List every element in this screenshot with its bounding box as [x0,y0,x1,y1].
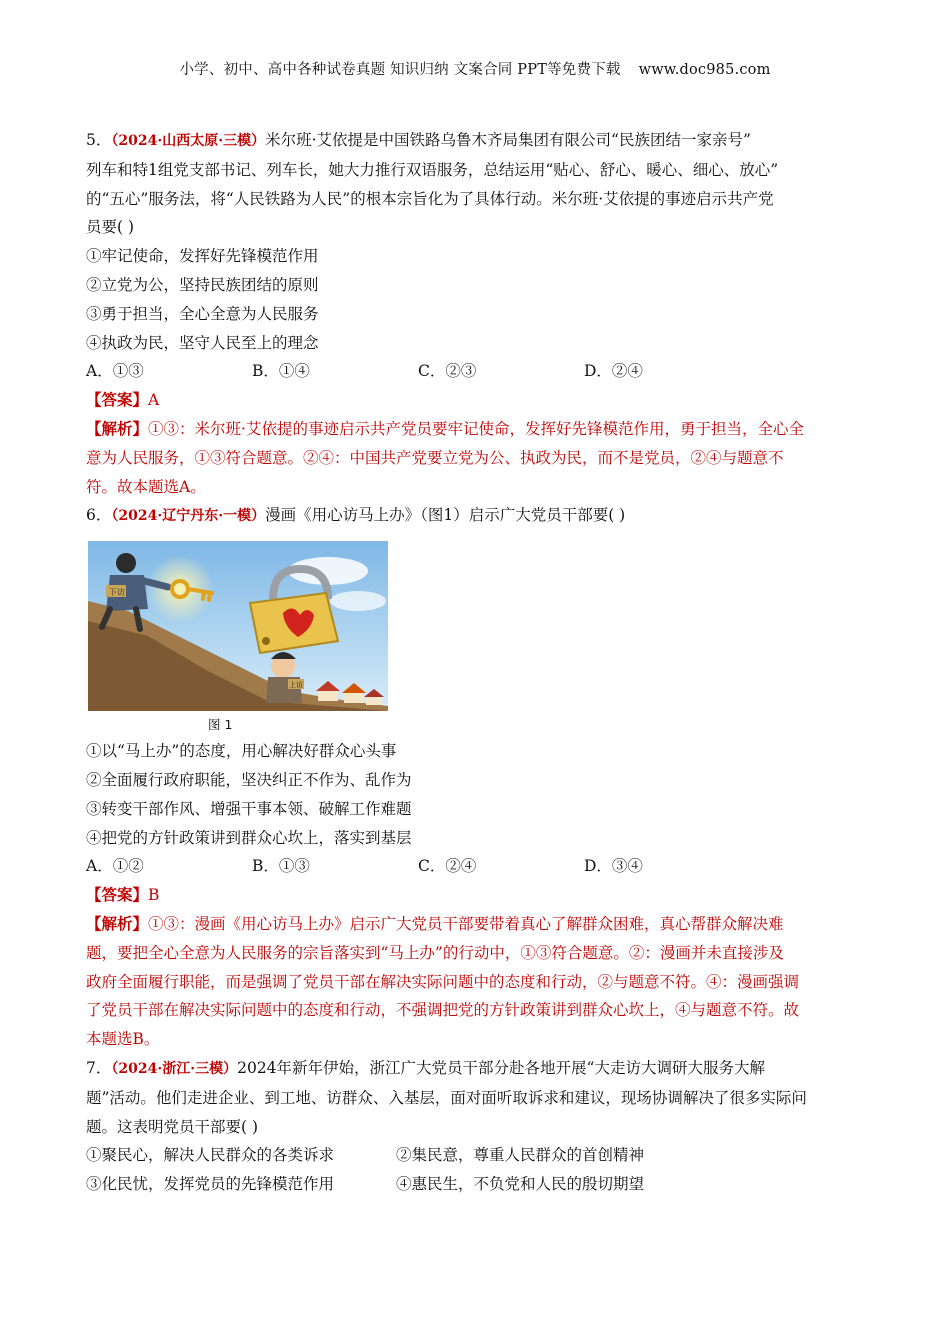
q6-analysis-line: 题，要把全心全意为人民服务的宗旨落实到“马上办”的行动中，①③符合题意。②：漫画并未直接涉及 [86,943,784,962]
q5-item: ②立党为公，坚持民族团结的原则 [86,275,319,294]
q6-number: 6． [86,506,112,525]
q5-option-d: D．②④ [584,362,643,381]
q5-option-b: B．①④ [252,362,310,381]
q5-answer-tag: 【答案】 [86,390,149,410]
q5-analysis-line: ①③：米尔班·艾依提的事迹启示共产党员要牢记使命，发挥好先锋模范作用，勇于担当，全心全 [148,419,804,438]
q6-item: ③转变干部作风、增强干事本领、破解工作难题 [86,799,412,818]
q7-item: ③化民忧，发挥党员的先锋模范作用 [86,1175,335,1194]
q6-analysis-line: 本题选B。 [86,1030,160,1049]
q5-answer-value: A [148,391,160,410]
q5-answer [86,386,876,415]
q5-options [86,357,876,386]
q6-option-b: B．①③ [252,857,310,876]
q6-item: ④把党的方针政策讲到群众心坎上，落实到基层 [86,828,412,847]
q7-items-row [86,1170,876,1199]
q6-analysis-tag: 【解析】 [86,913,149,933]
q5-analysis-line: 符。故本题选A。 [86,477,206,496]
q5-source: （2024·山西太原·三模） [111,133,266,149]
q5-analysis-line: 意为人民服务，①③符合题意。②④：中国共产党要立党为公、执政为民，而不是党员，②④与题意不 [86,448,784,467]
q5-item: ③勇于担当，全心全意为人民服务 [86,304,319,323]
cartoon-image [88,541,388,711]
question-5 [86,126,876,501]
q5-option-a: A．①③ [86,362,144,381]
cartoon-figure [88,541,388,711]
question-7 [86,1054,876,1199]
q7-stem-line: 2024年新年伊始，浙江广大党员干部分赴各地开展“大走访大调研大服务大解 [237,1058,765,1077]
q7-items-row [86,1141,876,1170]
q6-answer-value: B [148,886,160,905]
q6-option-a: A．①② [86,857,144,876]
sign-left: 下访 [109,588,125,598]
q6-option-d: D．③④ [584,857,643,876]
q5-item: ④执政为民，坚守人民至上的理念 [86,333,319,352]
q5-item: ①牢记使命，发挥好先锋模范作用 [86,247,319,266]
q5-stem-line: 员要( ) [86,218,135,237]
q6-analysis-line: ①③：漫画《用心访马上办》启示广大党员干部要带着真心了解群众困难，真心帮群众解决难 [148,914,784,933]
q7-source: （2024·浙江·三模） [111,1060,238,1077]
figure-caption: 图 1 [208,717,233,733]
q6-answer [86,881,876,910]
q7-stem-line: 题”活动。他们走进企业、到工地、访群众、入基层，面对面听取诉求和建议，现场协调解决了很多实际问 [86,1088,807,1107]
q6-source: （2024·辽宁丹东·一模） [111,508,266,525]
q6-options [86,852,876,881]
q5-analysis-tag: 【解析】 [86,418,149,438]
q5-number: 5． [86,131,112,149]
header-site: www.doc985.com [638,62,771,78]
q6-option-c: C．②④ [418,857,477,876]
q6-analysis-line: 了党员干部在解决实际问题中的态度和行动，不强调把党的方针政策讲到群众心坎上，④与题意不符。故 [86,1001,800,1020]
q5-stem-line: 米尔班·艾依提是中国铁路乌鲁木齐局集团有限公司“民族团结一家亲号” [265,131,751,149]
header-text: 小学、初中、高中各种试卷真题 知识归纳 文案合同 PPT等免费下载 [179,62,621,78]
q6-item: ①以“马上办”的态度，用心解决好群众心头事 [86,742,397,761]
q7-item: ①聚民心，解决人民群众的各类诉求 [86,1146,335,1165]
q5-stem-line: 的“五心”服务法，将“人民铁路为人民”的根本宗旨化为了具体行动。米尔班·艾依提的事迹启示共产党 [86,189,774,208]
q6-stem: 漫画《用心访马上办》（图1）启示广大党员干部要( ) [265,506,626,525]
q7-item: ④惠民生，不负党和人民的殷切期望 [396,1175,645,1194]
document-body [86,126,876,1199]
sign-right: 上访 [289,681,303,690]
q6-analysis-line: 政府全面履行职能，而是强调了党员干部在解决实际问题中的态度和行动，②与题意不符。④：漫画强调 [86,972,800,991]
question-6 [86,501,876,1054]
q6-item: ②全面履行政府职能，坚决纠正不作为、乱作为 [86,770,412,789]
q7-number: 7． [86,1058,112,1077]
page-header [0,58,950,79]
q5-stem-line: 列车和特1组党支部书记、列车长，她大力推行双语服务，总结运用“贴心、舒心、暖心、细心、放心” [86,160,779,179]
q5-option-c: C．②③ [418,362,477,381]
q6-answer-tag: 【答案】 [86,885,149,905]
q7-stem-line: 题。这表明党员干部要( ) [86,1117,259,1136]
q7-item: ②集民意，尊重人民群众的首创精神 [396,1146,645,1165]
